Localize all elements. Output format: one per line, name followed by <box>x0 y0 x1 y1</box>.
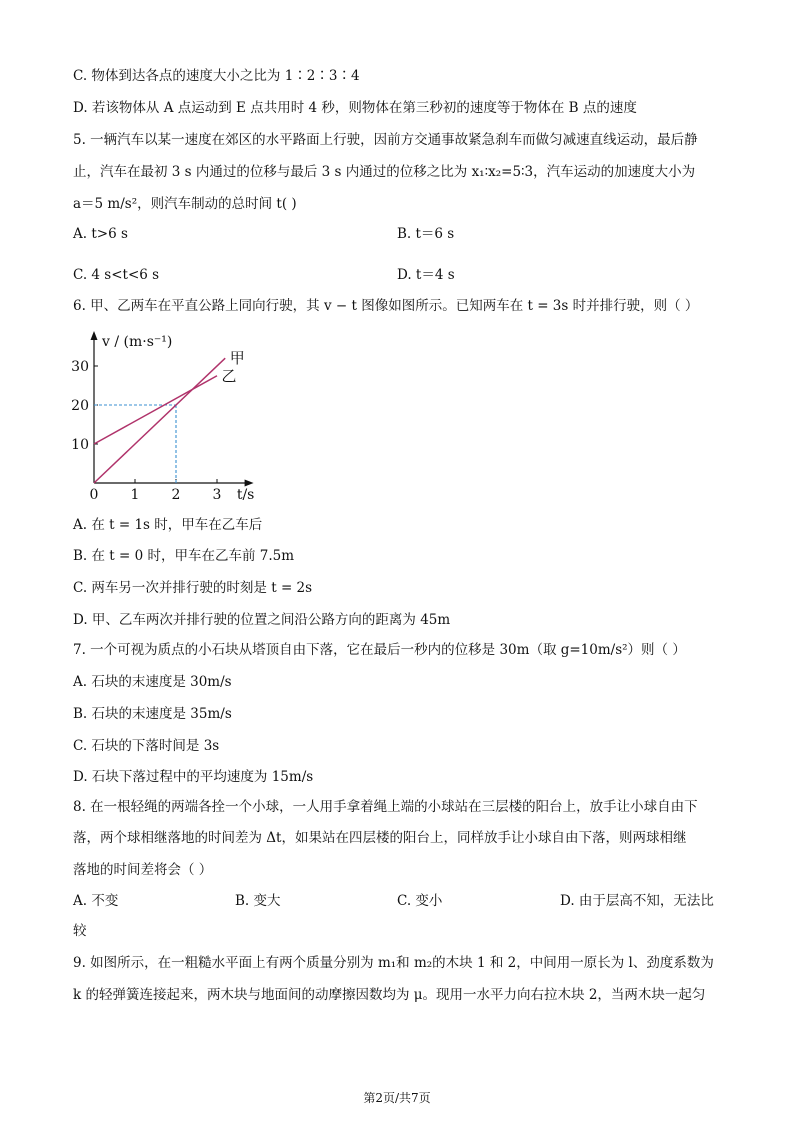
series-line-jia <box>94 358 225 483</box>
y-tick-label: 10 <box>71 437 89 453</box>
q7-option-d: D. 石块下落过程中的平均速度为 15m/s <box>73 769 314 785</box>
q4-option-d: D. 若该物体从 A 点运动到 E 点共用时 4 秒，则物体在第三秒初的速度等于物体在 B 点的速度 <box>73 100 637 116</box>
vt-graph <box>60 328 290 508</box>
y-axis-label: v / (m·s⁻¹) <box>102 334 173 350</box>
x-tick-label: 3 <box>212 487 222 503</box>
q5-option-d: D. t＝4 s <box>397 267 455 283</box>
vt-graph-svg <box>60 328 290 508</box>
q9-stem-line1: 9. 如图所示，在一粗糙水平面上有两个质量分别为 m₁和 m₂的木块 1 和 2，中间用一原长为 l、劲度系数为 <box>73 955 714 971</box>
q8-stem-line1: 8. 在一根轻绳的两端各拴一个小球，一人用手拿着绳上端的小球站在三层楼的阳台上，放手让小球自由下 <box>73 799 698 815</box>
x-tick-label: 1 <box>130 487 140 503</box>
q8-option-b: B. 变大 <box>235 893 281 909</box>
q6-stem: 6. 甲、乙两车在平直公路上同向行驶，其 v − t 图像如图所示。已知两车在 t = 3s 时并排行驶，则（ ） <box>73 298 699 314</box>
x-axis-arrow <box>245 480 254 487</box>
series-label-yi: 乙 <box>221 366 237 385</box>
q8-option-d: D. 由于层高不知，无法比 <box>560 893 714 909</box>
q6-option-d: D. 甲、乙车两次并排行驶的位置之间沿公路方向的距离为 45m <box>73 612 451 628</box>
q4-option-c: C. 物体到达各点的速度大小之比为 1∶2∶3∶4 <box>73 68 360 84</box>
q6-option-b: B. 在 t = 0 时，甲车在乙车前 7.5m <box>73 548 295 564</box>
q6-option-c: C. 两车另一次并排行驶的时刻是 t = 2s <box>73 580 313 596</box>
series-line-yi <box>94 376 217 444</box>
q7-stem: 7. 一个可视为质点的小石块从塔顶自由下落，它在最后一秒内的位移是 30m（取 g=10m/s²）则（ ） <box>73 642 686 658</box>
q5-stem-line3: a＝5 m/s²，则汽车制动的总时间 t( ) <box>73 196 297 212</box>
q5-option-b: B. t＝6 s <box>397 226 455 242</box>
q8-option-d-continued: 较 <box>73 923 87 939</box>
q8-stem-line3: 落地的时间差将会（ ） <box>73 862 213 878</box>
q7-option-c: C. 石块的下落时间是 3s <box>73 738 220 754</box>
y-axis-arrow <box>91 331 98 340</box>
q9-stem-line2: k 的轻弹簧连接起来，两木块与地面间的动摩擦因数均为 μ。现用一水平力向右拉木块 2，当两木块一起匀 <box>73 987 706 1003</box>
q5-option-a: A. t>6 s <box>73 226 128 242</box>
series-label-jia: 甲 <box>229 349 245 368</box>
page-footer: 第2页/共7页 <box>363 1091 431 1105</box>
q7-option-a: A. 石块的末速度是 30m/s <box>73 674 232 690</box>
q5-stem-line2: 止，汽车在最初 3 s 内通过的位移与最后 3 s 内通过的位移之比为 x₁∶x₂=5∶3，汽车运动的加速度大小为 <box>73 164 696 180</box>
q6-option-a: A. 在 t = 1s 时，甲车在乙车后 <box>73 517 263 533</box>
x-tick-label: 2 <box>171 487 181 503</box>
x-tick-label: 0 <box>89 487 99 503</box>
q7-option-b: B. 石块的末速度是 35m/s <box>73 706 232 722</box>
y-tick-label: 30 <box>71 359 89 375</box>
q8-option-a: A. 不变 <box>73 893 119 909</box>
y-tick-label: 20 <box>71 398 89 414</box>
q5-option-c: C. 4 s<t<6 s <box>73 267 160 283</box>
q5-stem-line1: 5. 一辆汽车以某一速度在郊区的水平路面上行驶，因前方交通事故紧急刹车而做匀减速直线运动，最后静 <box>73 132 698 148</box>
x-axis-label: t/s <box>236 487 255 503</box>
q8-stem-line2: 落，两个球相继落地的时间差为 Δt，如果站在四层楼的阳台上，同样放手让小球自由下落，则两球相继 <box>73 830 687 846</box>
q8-option-c: C. 变小 <box>397 893 443 909</box>
